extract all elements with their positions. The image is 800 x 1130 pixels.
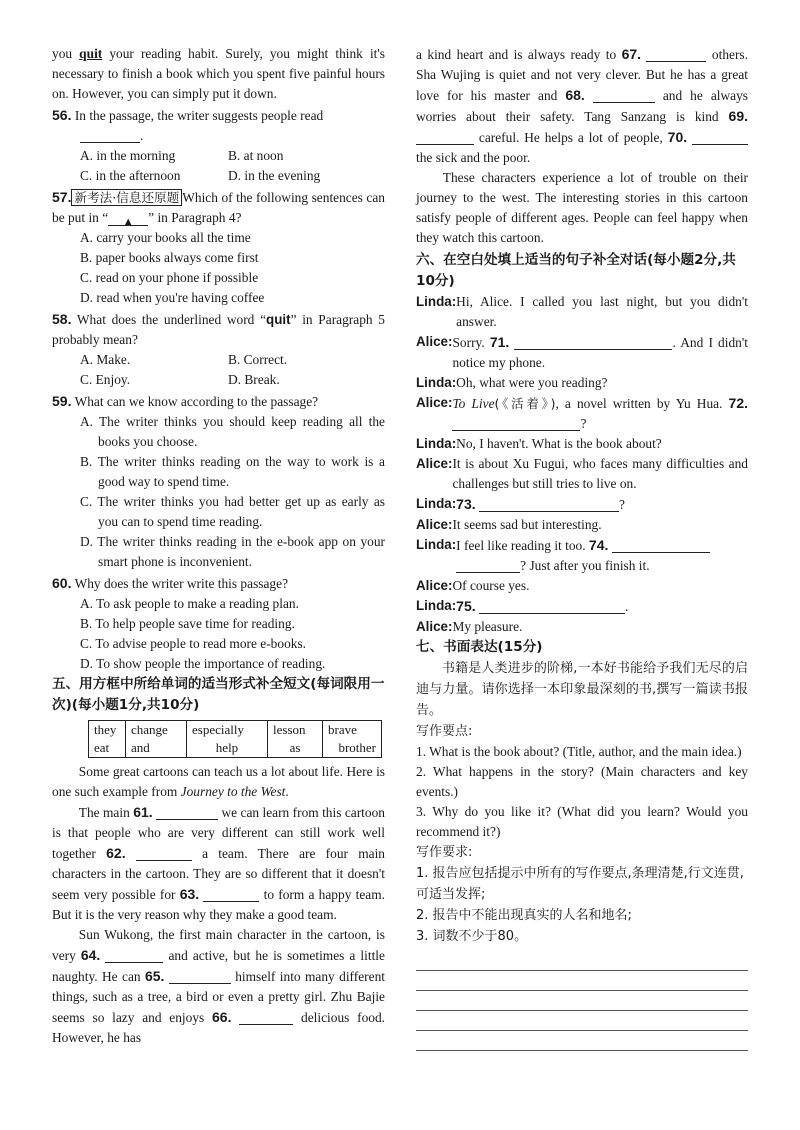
word-cell: brother bbox=[323, 739, 382, 758]
writing-line[interactable] bbox=[416, 971, 748, 991]
blank-67[interactable] bbox=[646, 47, 706, 62]
dialog-line: Alice: It is about Xu Fugui, who faces many difficulties and challenges but still tries to live on. bbox=[416, 454, 748, 494]
requirement-1: 1. 报告应包括提示中所有的写作要点,条理清楚,行文连贯,可适当发挥; bbox=[416, 866, 744, 902]
blank-61[interactable] bbox=[156, 805, 218, 820]
blank-66[interactable] bbox=[239, 1010, 293, 1025]
speaker-alice: Alice: bbox=[416, 456, 453, 471]
word-cell: they bbox=[89, 721, 126, 740]
section-7-title: 七、书面表达(15分) bbox=[416, 639, 543, 655]
dialog-line: Linda: 73. ? bbox=[416, 494, 748, 515]
blank-72[interactable] bbox=[452, 416, 580, 431]
word-box bbox=[88, 720, 382, 758]
blank-62[interactable] bbox=[136, 846, 192, 861]
passage-ending: you quit your reading habit. Surely, you might think it's necessary to finish a book which you spent five painful hours on. However, you can simply put it down. bbox=[52, 46, 386, 101]
right-column bbox=[416, 44, 748, 1051]
word-cell: eat bbox=[89, 739, 126, 758]
option-b[interactable]: B. The writer thinks reading on the way to work is a good way to spend time. bbox=[80, 454, 385, 489]
writing-intro: 书籍是人类进步的阶梯,一本好书能给予我们无尽的启迪与力量。请你选择一本印象最深刻的书,撰写一篇读书报告。 bbox=[416, 661, 748, 718]
cloze-paragraph-2: The main 61. we can learn from this cartoon is that people who are very different can still work well together 62. a team. There are four main characters in the cartoon. They are so different that it doesn't seem very possible for 63. to form a happy team. But it is the very reason why they make a good team. bbox=[52, 804, 385, 922]
option-c[interactable]: C. in the afternoon bbox=[80, 168, 181, 183]
option-d[interactable]: D. Break. bbox=[228, 372, 280, 387]
dialog-line: Alice: To Live(《活着》), a novel written by Yu Hua. 72. ? bbox=[416, 393, 748, 434]
speaker-linda: Linda: bbox=[416, 375, 457, 390]
question-number: 56. bbox=[52, 107, 72, 123]
cloze-paragraph-1: Some great cartoons can teach us a lot about life. Here is one such example from Journey to the West. bbox=[52, 764, 385, 799]
speaker-linda: Linda: bbox=[416, 598, 457, 613]
speaker-linda: Linda: bbox=[416, 537, 457, 552]
section-5-title: 五、用方框中所给单词的适当形式补全短文(每词限用一次)(每小题1分,共10分) bbox=[52, 676, 385, 713]
word-cell: lesson bbox=[268, 721, 323, 740]
speaker-alice: Alice: bbox=[416, 578, 453, 593]
blank-71[interactable] bbox=[514, 335, 672, 350]
cloze-paragraph-3: Sun Wukong, the first main character in the cartoon, is very 64. and active, but he is sometimes a little naughty. He can 65. himself into many different things, such as a tree, a bird or even a pretty girl. Zhu Bajie seems so lazy and enjoys 66. delicious food. However, he has bbox=[52, 927, 385, 1045]
dialog-line: Alice: My pleasure. bbox=[416, 617, 748, 637]
writing-line[interactable] bbox=[416, 1031, 748, 1051]
answer-blank[interactable] bbox=[80, 128, 140, 143]
blank-74-continued[interactable] bbox=[456, 558, 520, 573]
question-56: 56. In the passage, the writer suggests people read . A. in the morning B. at noon C. in the afternoon D. in the evening bbox=[52, 105, 385, 186]
option-b[interactable]: B. Correct. bbox=[228, 352, 288, 367]
speaker-linda: Linda: bbox=[416, 496, 457, 511]
word-cell: brave bbox=[323, 721, 382, 740]
underlined-quit: quit bbox=[79, 46, 103, 61]
option-b[interactable]: B. at noon bbox=[228, 148, 284, 163]
option-d[interactable]: D. in the evening bbox=[228, 168, 321, 183]
option-a[interactable]: A. in the morning bbox=[80, 148, 176, 163]
word-cell: help bbox=[187, 739, 268, 758]
speaker-alice: Alice: bbox=[416, 334, 453, 349]
question-59: 59. What can we know according to the passage? A. The writer thinks you should keep reading all the books you choose. B. The writer thinks reading on the way to work is a good way to spend time. C. The writer thinks you had better get up as early as you can to spend time reading. D. The writer thinks reading in the e-book app on your smart phone is inconvenient. bbox=[52, 391, 385, 572]
blank-74[interactable] bbox=[612, 538, 710, 553]
dialog-line: Alice: Sorry. 71. . And I didn't notice my phone. bbox=[416, 332, 748, 373]
requirements-title: 写作要求: bbox=[416, 845, 473, 860]
writing-line[interactable] bbox=[416, 1011, 748, 1031]
option-a[interactable]: A. To ask people to make a reading plan. bbox=[80, 596, 299, 611]
dialog-line: Alice: Of course yes. bbox=[416, 576, 748, 596]
points-title: 写作要点: bbox=[416, 724, 473, 739]
option-b[interactable]: B. paper books always come first bbox=[80, 250, 259, 265]
writing-area[interactable] bbox=[416, 951, 748, 1051]
question-number: 59. bbox=[52, 393, 72, 409]
question-type-tag: 新考法·信息还原题 bbox=[71, 189, 182, 206]
writing-line[interactable] bbox=[416, 991, 748, 1011]
speaker-alice: Alice: bbox=[416, 517, 453, 532]
option-d[interactable]: D. read when you're having coffee bbox=[80, 290, 265, 305]
blank-75[interactable] bbox=[479, 599, 625, 614]
option-c[interactable]: C. The writer thinks you had better get up as early as you can to spend time reading. bbox=[80, 494, 385, 529]
question-58: 58. What does the underlined word “quit” in Paragraph 5 probably mean? A. Make. B. Correct. C. Enjoy. D. Break. bbox=[52, 309, 385, 390]
question-number: 60. bbox=[52, 575, 72, 591]
left-column bbox=[52, 44, 385, 1048]
word-cell: as bbox=[268, 739, 323, 758]
section-6-title: 六、在空白处填上适当的句子补全对话(每小题2分,共10分) bbox=[416, 252, 736, 289]
speaker-alice: Alice: bbox=[416, 395, 453, 410]
writing-point-2: 2. What happens in the story? (Main characters and key events.) bbox=[416, 764, 748, 799]
option-d[interactable]: D. The writer thinks reading in the e-book app on your smart phone is inconvenient. bbox=[80, 534, 385, 569]
word-cell: and bbox=[126, 739, 187, 758]
dialog-line: Linda: 75. . bbox=[416, 596, 748, 617]
option-d[interactable]: D. To show people the importance of reading. bbox=[80, 656, 326, 671]
option-c[interactable]: C. read on your phone if possible bbox=[80, 270, 259, 285]
blank-70[interactable] bbox=[692, 130, 748, 145]
dialog-line: Linda: No, I haven't. What is the book about? bbox=[416, 434, 748, 454]
dialog-line: Linda: Oh, what were you reading? bbox=[416, 373, 748, 393]
question-number: 58. bbox=[52, 311, 72, 327]
word-cell: change bbox=[126, 721, 187, 740]
speaker-alice: Alice: bbox=[416, 619, 453, 634]
triangle-blank bbox=[108, 211, 148, 226]
dialog-line: Linda: Hi, Alice. I called you last night, but you didn't answer. bbox=[416, 292, 748, 332]
writing-line[interactable] bbox=[416, 951, 748, 971]
requirement-2: 2. 报告中不能出现真实的人名和地名; bbox=[416, 908, 632, 923]
dialog-line: Alice: It seems sad but interesting. bbox=[416, 515, 748, 535]
blank-64[interactable] bbox=[105, 948, 163, 963]
writing-point-3: 3. Why do you like it? (What did you learn? Would you recommend it?) bbox=[416, 804, 748, 839]
speaker-linda: Linda: bbox=[416, 436, 457, 451]
cloze-paragraph-4: These characters experience a lot of trouble on their journey to the west. The interesting stories in this cartoon satisfy people of different ages. People can feel happy when they watch this cartoon. bbox=[416, 170, 748, 245]
question-57: 57. 新考法·信息还原题 Which of the following sentences can be put in “ ▲ ” in Paragraph 4? A. carry your books all the time B. paper books always come first C. read on your phone if possible D. read when you're having coffee bbox=[52, 187, 385, 308]
blank-65[interactable] bbox=[169, 969, 231, 984]
speaker-linda: Linda: bbox=[416, 294, 457, 309]
word-cell: especially bbox=[187, 721, 268, 740]
triangle-icon: ▲ bbox=[122, 216, 134, 228]
option-c[interactable]: C. To advise people to read more e-books. bbox=[80, 636, 307, 651]
dialog-line: Linda: I feel like reading it too. 74. ? Just after you finish it. bbox=[416, 535, 748, 576]
blank-63[interactable] bbox=[203, 887, 259, 902]
blank-68[interactable] bbox=[593, 88, 655, 103]
option-a[interactable]: A. The writer thinks you should keep reading all the books you choose. bbox=[80, 414, 385, 449]
blank-69[interactable] bbox=[416, 130, 474, 145]
option-c[interactable]: C. Enjoy. bbox=[80, 372, 131, 387]
option-a[interactable]: A. Make. bbox=[80, 352, 131, 367]
question-number: 57. bbox=[52, 189, 72, 205]
cloze-paragraph-3-continued: a kind heart and is always ready to 67. others. Sha Wujing is quiet and not very clever. But he has a great love for his master and 68. and he always worries about their safety. Tang Sanzang is kind 69. careful. He helps a lot of people, 70. the sick and the poor. bbox=[416, 46, 748, 165]
question-60: 60. Why does the writer write this passage? A. To ask people to make a reading plan. B. To help people save time for reading. C. To advise people to read more e-books. D. To show people the importance of reading. bbox=[52, 573, 385, 674]
option-a[interactable]: A. carry your books all the time bbox=[80, 230, 251, 245]
option-b[interactable]: B. To help people save time for reading. bbox=[80, 616, 295, 631]
writing-point-1: 1. What is the book about? (Title, author, and the main idea.) bbox=[416, 744, 742, 759]
requirement-3: 3. 词数不少于80。 bbox=[416, 929, 528, 944]
blank-73[interactable] bbox=[479, 497, 619, 512]
